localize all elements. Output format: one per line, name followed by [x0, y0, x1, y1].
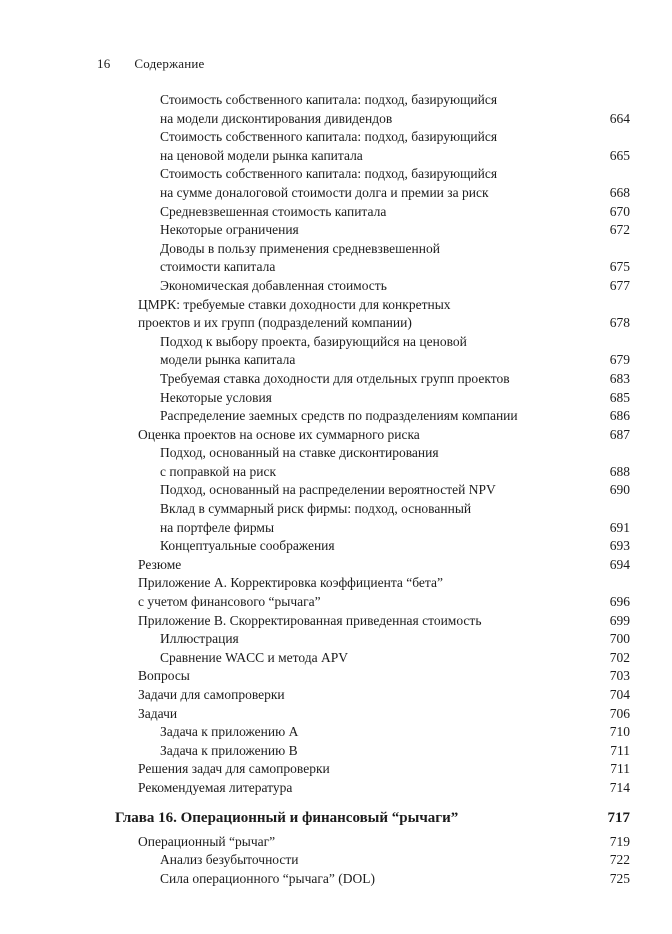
toc-entry-text: Требуемая ставка доходности для отдельных групп проектов [160, 370, 510, 386]
toc-entry-page: 687 [609, 426, 630, 442]
toc-entry-page: 670 [609, 203, 630, 219]
toc-entry-text: Концептуальные соображения [160, 538, 335, 554]
toc-entry-text: Некоторые условия [160, 389, 272, 405]
toc-entry-text: Сила операционного “рычага” (DOL) [160, 870, 375, 886]
toc-entry-text: Стоимость собственного капитала: подход, базирующийся [160, 92, 498, 107]
toc-entry-text: с поправкой на риск [160, 463, 277, 479]
toc-entry-text: Вопросы [138, 668, 190, 684]
toc-entry-page: 706 [609, 705, 630, 721]
toc-entry [97, 556, 630, 575]
toc-entry-page: 675 [609, 259, 630, 275]
toc-entry [97, 723, 630, 742]
toc-entry-text: Операционный “рычаг” [138, 833, 276, 849]
toc-entry [97, 833, 630, 852]
toc-entry-text: Глава 16. Операционный и финансовый “рычаги” [115, 809, 459, 826]
toc-entry-page: 725 [609, 870, 630, 886]
toc-entry-page: 711 [610, 742, 630, 758]
toc-entry [97, 760, 630, 779]
toc-entry-text: Оценка проектов на основе их суммарного риска [138, 426, 420, 442]
toc-entry [97, 742, 630, 761]
toc-entry-page: 714 [609, 779, 630, 795]
toc-entry-text: Подход, основанный на ставке дисконтирования [160, 445, 439, 461]
toc-entry-text: на портфеле фирмы [160, 519, 275, 535]
toc-entry-text: Средневзвешенная стоимость капитала [160, 203, 387, 219]
toc-entry-page: 694 [609, 556, 630, 572]
toc-entry-text: Некоторые ограничения [160, 222, 299, 238]
toc-entry-page: 711 [610, 761, 630, 777]
toc-entry-text: Подход, основанный на распределении вероятностей NPV [160, 482, 496, 498]
toc-entry-page: 703 [609, 668, 630, 684]
toc-entry [97, 389, 630, 408]
toc-entry [97, 500, 630, 537]
table-of-contents [97, 91, 630, 888]
toc-entry-page: 702 [609, 649, 630, 665]
toc-entry-text: Экономическая добавленная стоимость [160, 277, 387, 293]
toc-chapter-entry [97, 808, 630, 828]
toc-entry-text: Приложение А. Корректировка коэффициента “бета” [138, 575, 443, 591]
toc-entry [97, 165, 630, 202]
toc-entry [97, 221, 630, 240]
toc-entry-text: Резюме [138, 556, 182, 572]
toc-entry [97, 296, 630, 333]
toc-entry-text: на ценовой модели рынка капитала [160, 147, 363, 163]
toc-entry-text: Задачи для самопроверки [138, 687, 285, 702]
toc-entry-page: 691 [609, 519, 630, 535]
toc-entry [97, 240, 630, 277]
toc-entry-text: Задача к приложению А [160, 724, 299, 740]
toc-entry-page: 704 [609, 687, 630, 702]
toc-entry [97, 537, 630, 556]
toc-entry-page: 699 [609, 612, 630, 628]
toc-entry-page: 710 [609, 724, 630, 740]
toc-entry [97, 649, 630, 668]
toc-entry-text: стоимости капитала [160, 259, 276, 275]
toc-entry-text: модели рынка капитала [160, 352, 296, 368]
toc-entry [97, 277, 630, 296]
toc-entry-text: Приложение В. Скорректированная приведенная стоимость [138, 612, 482, 628]
toc-entry-text: Анализ безубыточности [160, 852, 299, 868]
toc-entry [97, 426, 630, 445]
toc-entry-text: Иллюстрация [160, 631, 239, 647]
toc-entry-text: Решения задач для самопроверки [138, 761, 330, 777]
toc-entry-page: 693 [609, 538, 630, 554]
toc-entry-text: Стоимость собственного капитала: подход, базирующийся [160, 166, 498, 182]
toc-entry-text: Вклад в суммарный риск фирмы: подход, основанный [160, 501, 472, 517]
toc-entry-page: 665 [609, 147, 630, 163]
toc-entry [97, 91, 630, 128]
toc-entry [97, 370, 630, 389]
toc-entry-page: 688 [609, 463, 630, 479]
toc-entry [97, 333, 630, 370]
toc-entry-page: 683 [609, 370, 630, 386]
toc-entry [97, 779, 630, 798]
toc-entry-page: 685 [609, 389, 630, 405]
toc-entry-page: 668 [609, 184, 630, 200]
toc-entry-text: Задача к приложению В [160, 742, 298, 758]
toc-entry [97, 481, 630, 500]
toc-entry-page: 677 [609, 277, 630, 293]
toc-entry-text: Рекомендуемая литература [138, 779, 293, 795]
toc-entry-page: 722 [609, 852, 630, 868]
toc-entry-page: 690 [609, 482, 630, 498]
toc-entry-text: Распределение заемных средств по подразделениям компании [160, 408, 518, 424]
header-title: Содержание [134, 56, 205, 71]
toc-entry [97, 870, 630, 889]
toc-entry-page: 672 [609, 222, 630, 238]
toc-entry-text: Сравнение WACC и метода APV [160, 649, 348, 665]
toc-entry [97, 630, 630, 649]
toc-entry [97, 128, 630, 165]
toc-entry-page: 717 [607, 809, 630, 826]
toc-entry-text: Подход к выбору проекта, базирующийся на ценовой [160, 333, 467, 349]
toc-entry-text: Стоимость собственного капитала: подход, базирующийся [160, 129, 498, 145]
toc-entry-page: 686 [609, 408, 630, 424]
toc-entry-text: на сумме доналоговой стоимости долга и премии за риск [160, 184, 489, 200]
toc-entry-page: 719 [609, 833, 630, 849]
toc-entry-text: ЦМРК: требуемые ставки доходности для конкретных [138, 296, 451, 312]
toc-entry [97, 686, 630, 705]
toc-entry-page: 696 [609, 594, 630, 610]
page-header [97, 56, 630, 72]
toc-entry-page: 700 [609, 631, 630, 647]
toc-entry-page: 679 [609, 352, 630, 368]
toc-entry [97, 203, 630, 222]
toc-entry [97, 612, 630, 631]
header-page-number: 16 [97, 56, 111, 71]
toc-entry [97, 851, 630, 870]
toc-entry [97, 407, 630, 426]
toc-entry-text: с учетом финансового “рычага” [138, 594, 321, 610]
toc-entry [97, 667, 630, 686]
toc-entry-text: на модели дисконтирования дивидендов [160, 110, 393, 126]
toc-entry-text: Задачи [138, 705, 178, 721]
toc-entry-page: 664 [609, 110, 630, 126]
toc-entry-text: проектов и их групп (подразделений компании) [138, 315, 412, 331]
toc-entry-text: Доводы в пользу применения средневзвешенной [160, 240, 440, 256]
toc-entry [97, 705, 630, 724]
toc-entry [97, 444, 630, 481]
toc-entry [97, 574, 630, 611]
toc-entry-page: 678 [609, 315, 630, 331]
